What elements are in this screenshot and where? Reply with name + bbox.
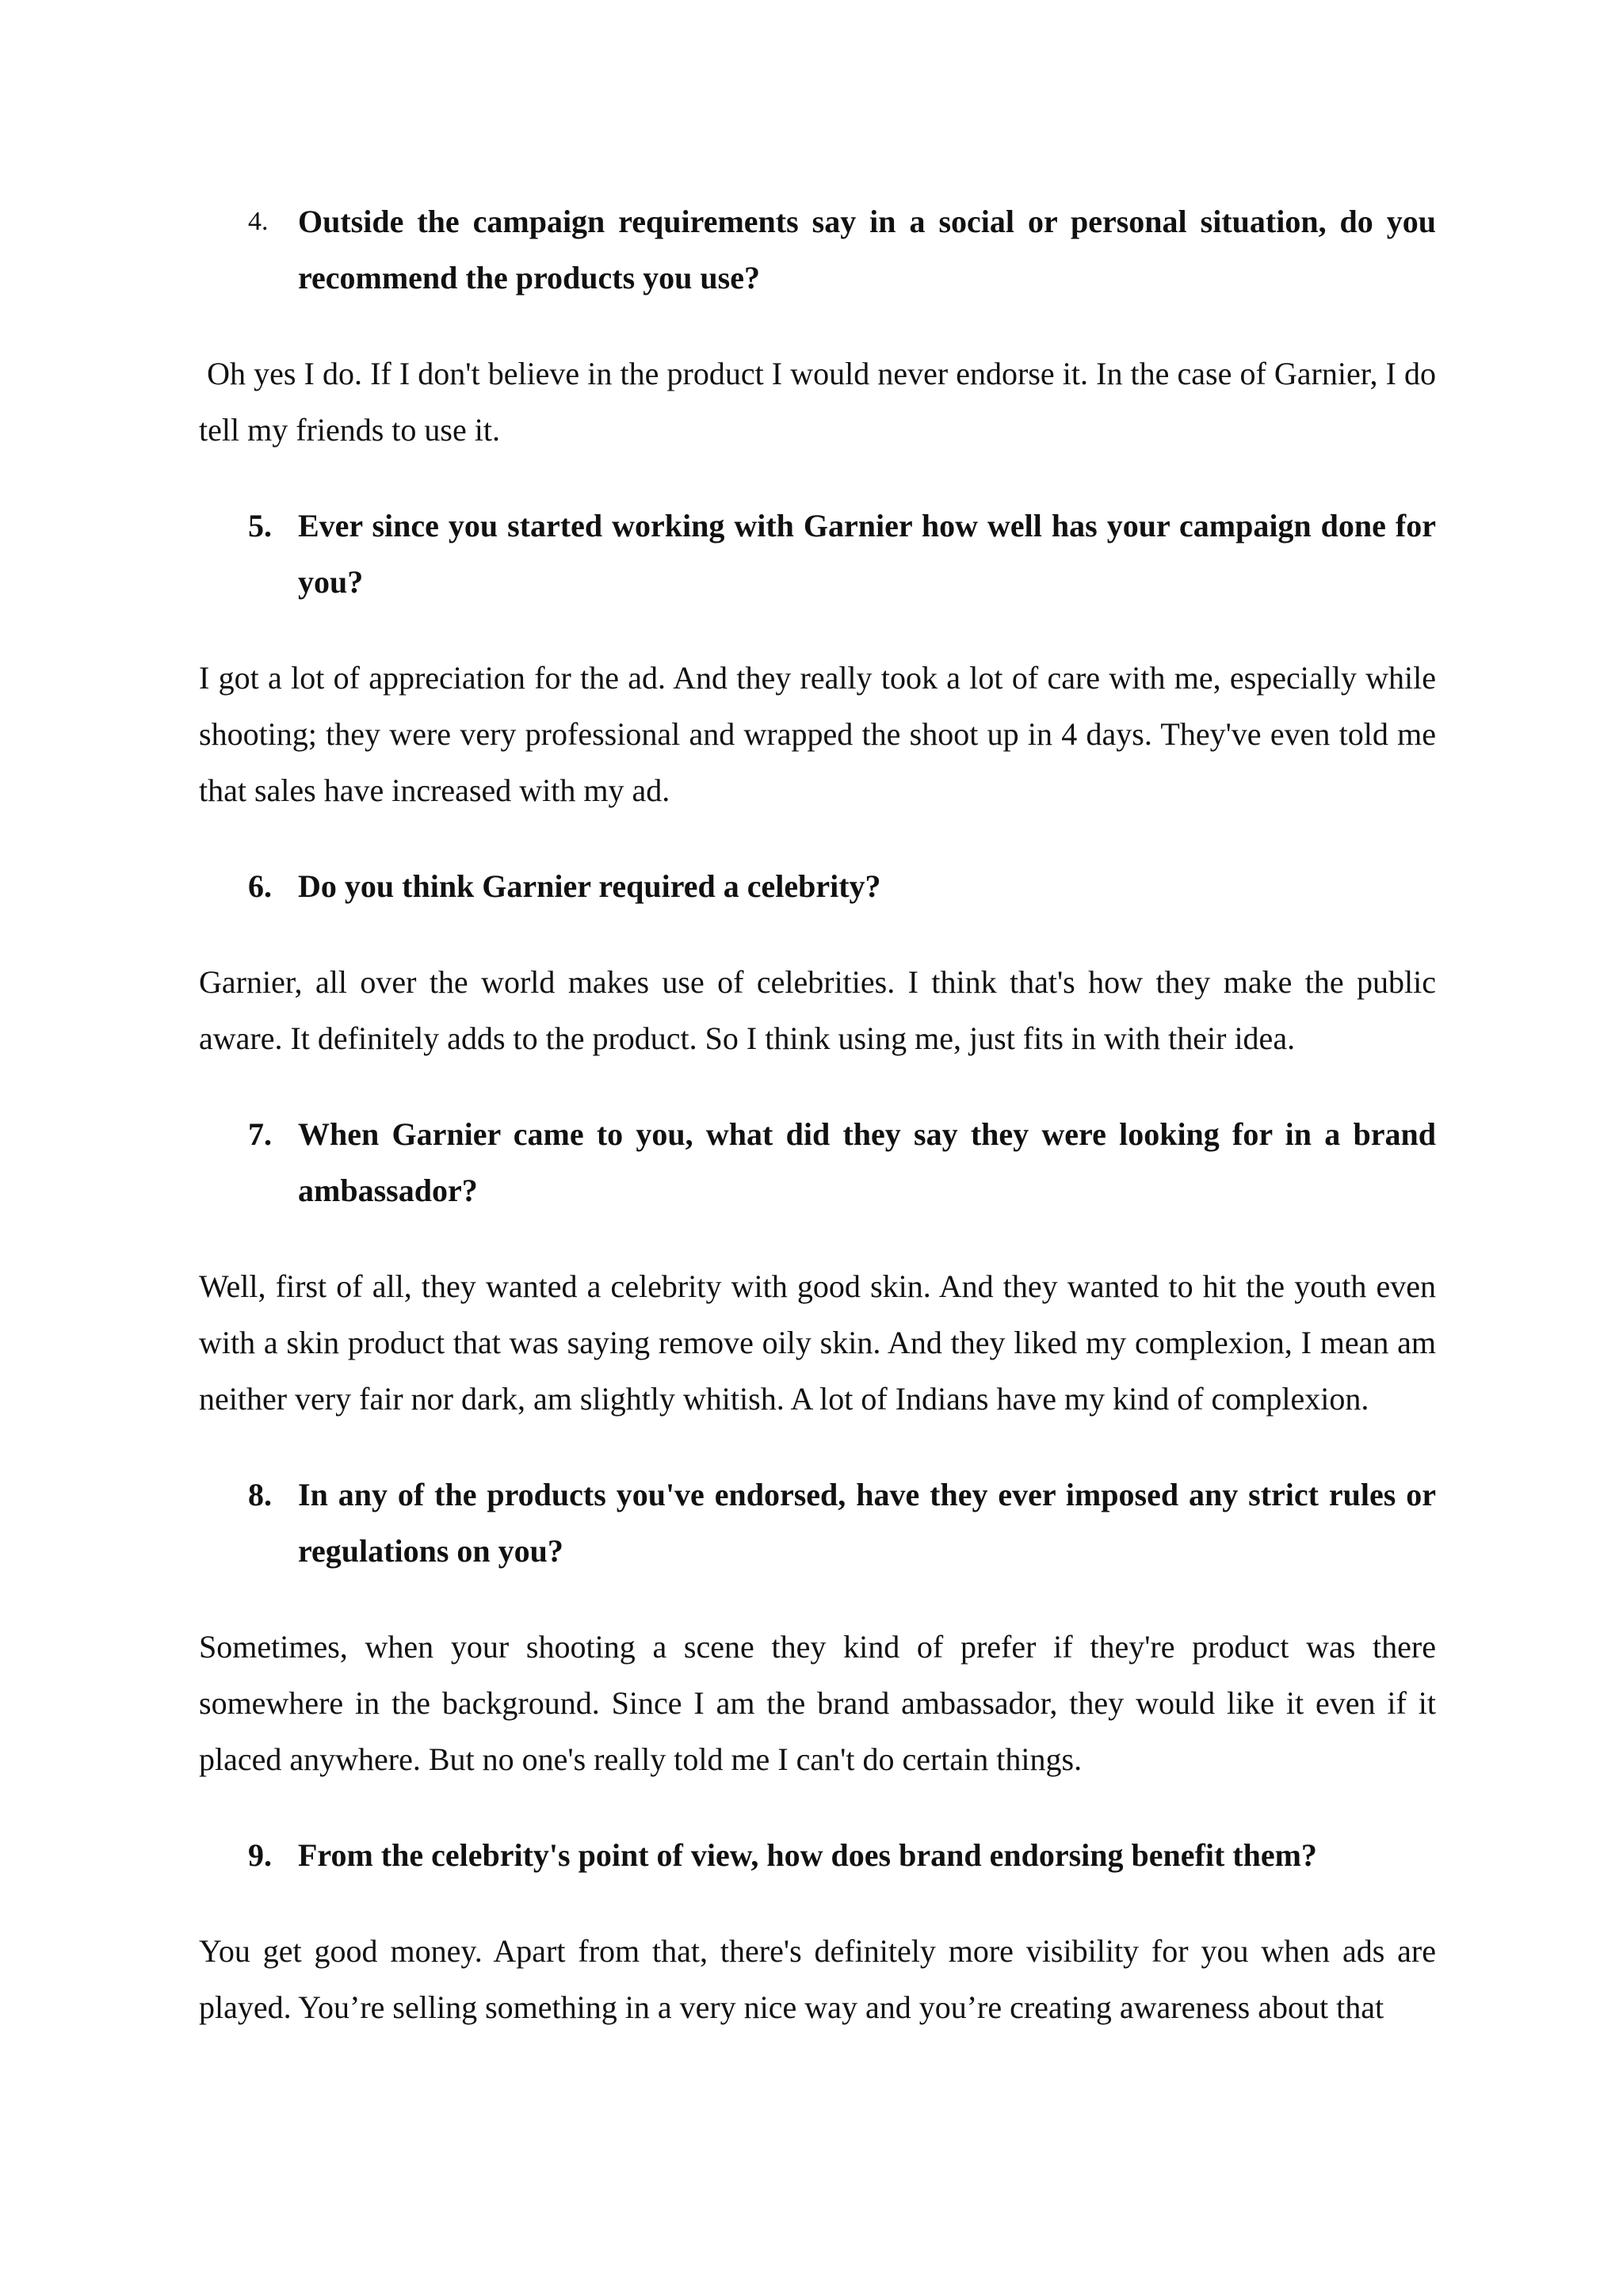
question-text: Do you think Garnier required a celebrity? [298,868,881,904]
answer-9: You get good money. Apart from that, there's definitely more visibility for you when ads are played. You’re selling something in a very nice way and you’re creating awareness about that [199,1933,1436,2025]
question-number: 5. [248,508,272,543]
question-8 [199,1466,1436,1579]
answer-8: Sometimes, when your shooting a scene they kind of prefer if they're product was there somewhere in the background. Since I am the brand ambassador, they would like it even if it placed anywhere. But no one's really told me I can't do certain things. [199,1629,1436,1777]
question-9 [199,1827,1436,1883]
question-text: Ever since you started working with Garnier how well has your campaign done for you? [298,508,1436,600]
question-text: In any of the products you've endorsed, have they ever imposed any strict rules or regulations on you? [298,1477,1436,1569]
question-text: Outside the campaign requirements say in a social or personal situation, do you recommend the products you use? [298,204,1436,296]
question-number: 6. [248,868,272,904]
question-text: From the celebrity's point of view, how does brand endorsing benefit them? [298,1837,1317,1873]
question-number: 7. [248,1116,272,1152]
answer-5: I got a lot of appreciation for the ad. And they really took a lot of care with me, especially while shooting; they were very professional and wrapped the shoot up in 4 days. They've even told me that sales have increased with my ad. [199,660,1436,808]
question-4 [199,193,1436,306]
question-7 [199,1106,1436,1219]
question-text: When Garnier came to you, what did they say they were looking for in a brand ambassador? [298,1116,1436,1208]
question-number: 4. [248,207,269,236]
question-number: 8. [248,1477,272,1512]
answer-6: Garnier, all over the world makes use of celebrities. I think that's how they make the public aware. It definitely adds to the product. So I think using me, just fits in with their idea. [199,964,1436,1056]
question-number: 9. [248,1837,272,1873]
answer-4: Oh yes I do. If I don't believe in the product I would never endorse it. In the case of Garnier, I do tell my friends to use it. [199,356,1436,448]
question-6 [199,858,1436,914]
answer-7: Well, first of all, they wanted a celebrity with good skin. And they wanted to hit the youth even with a skin product that was saying remove oily skin. And they liked my complexion, I mean am neither very fair nor dark, am slightly whitish. A lot of Indians have my kind of complexion. [199,1268,1436,1417]
interview-content [199,193,1436,2035]
question-5 [199,498,1436,610]
